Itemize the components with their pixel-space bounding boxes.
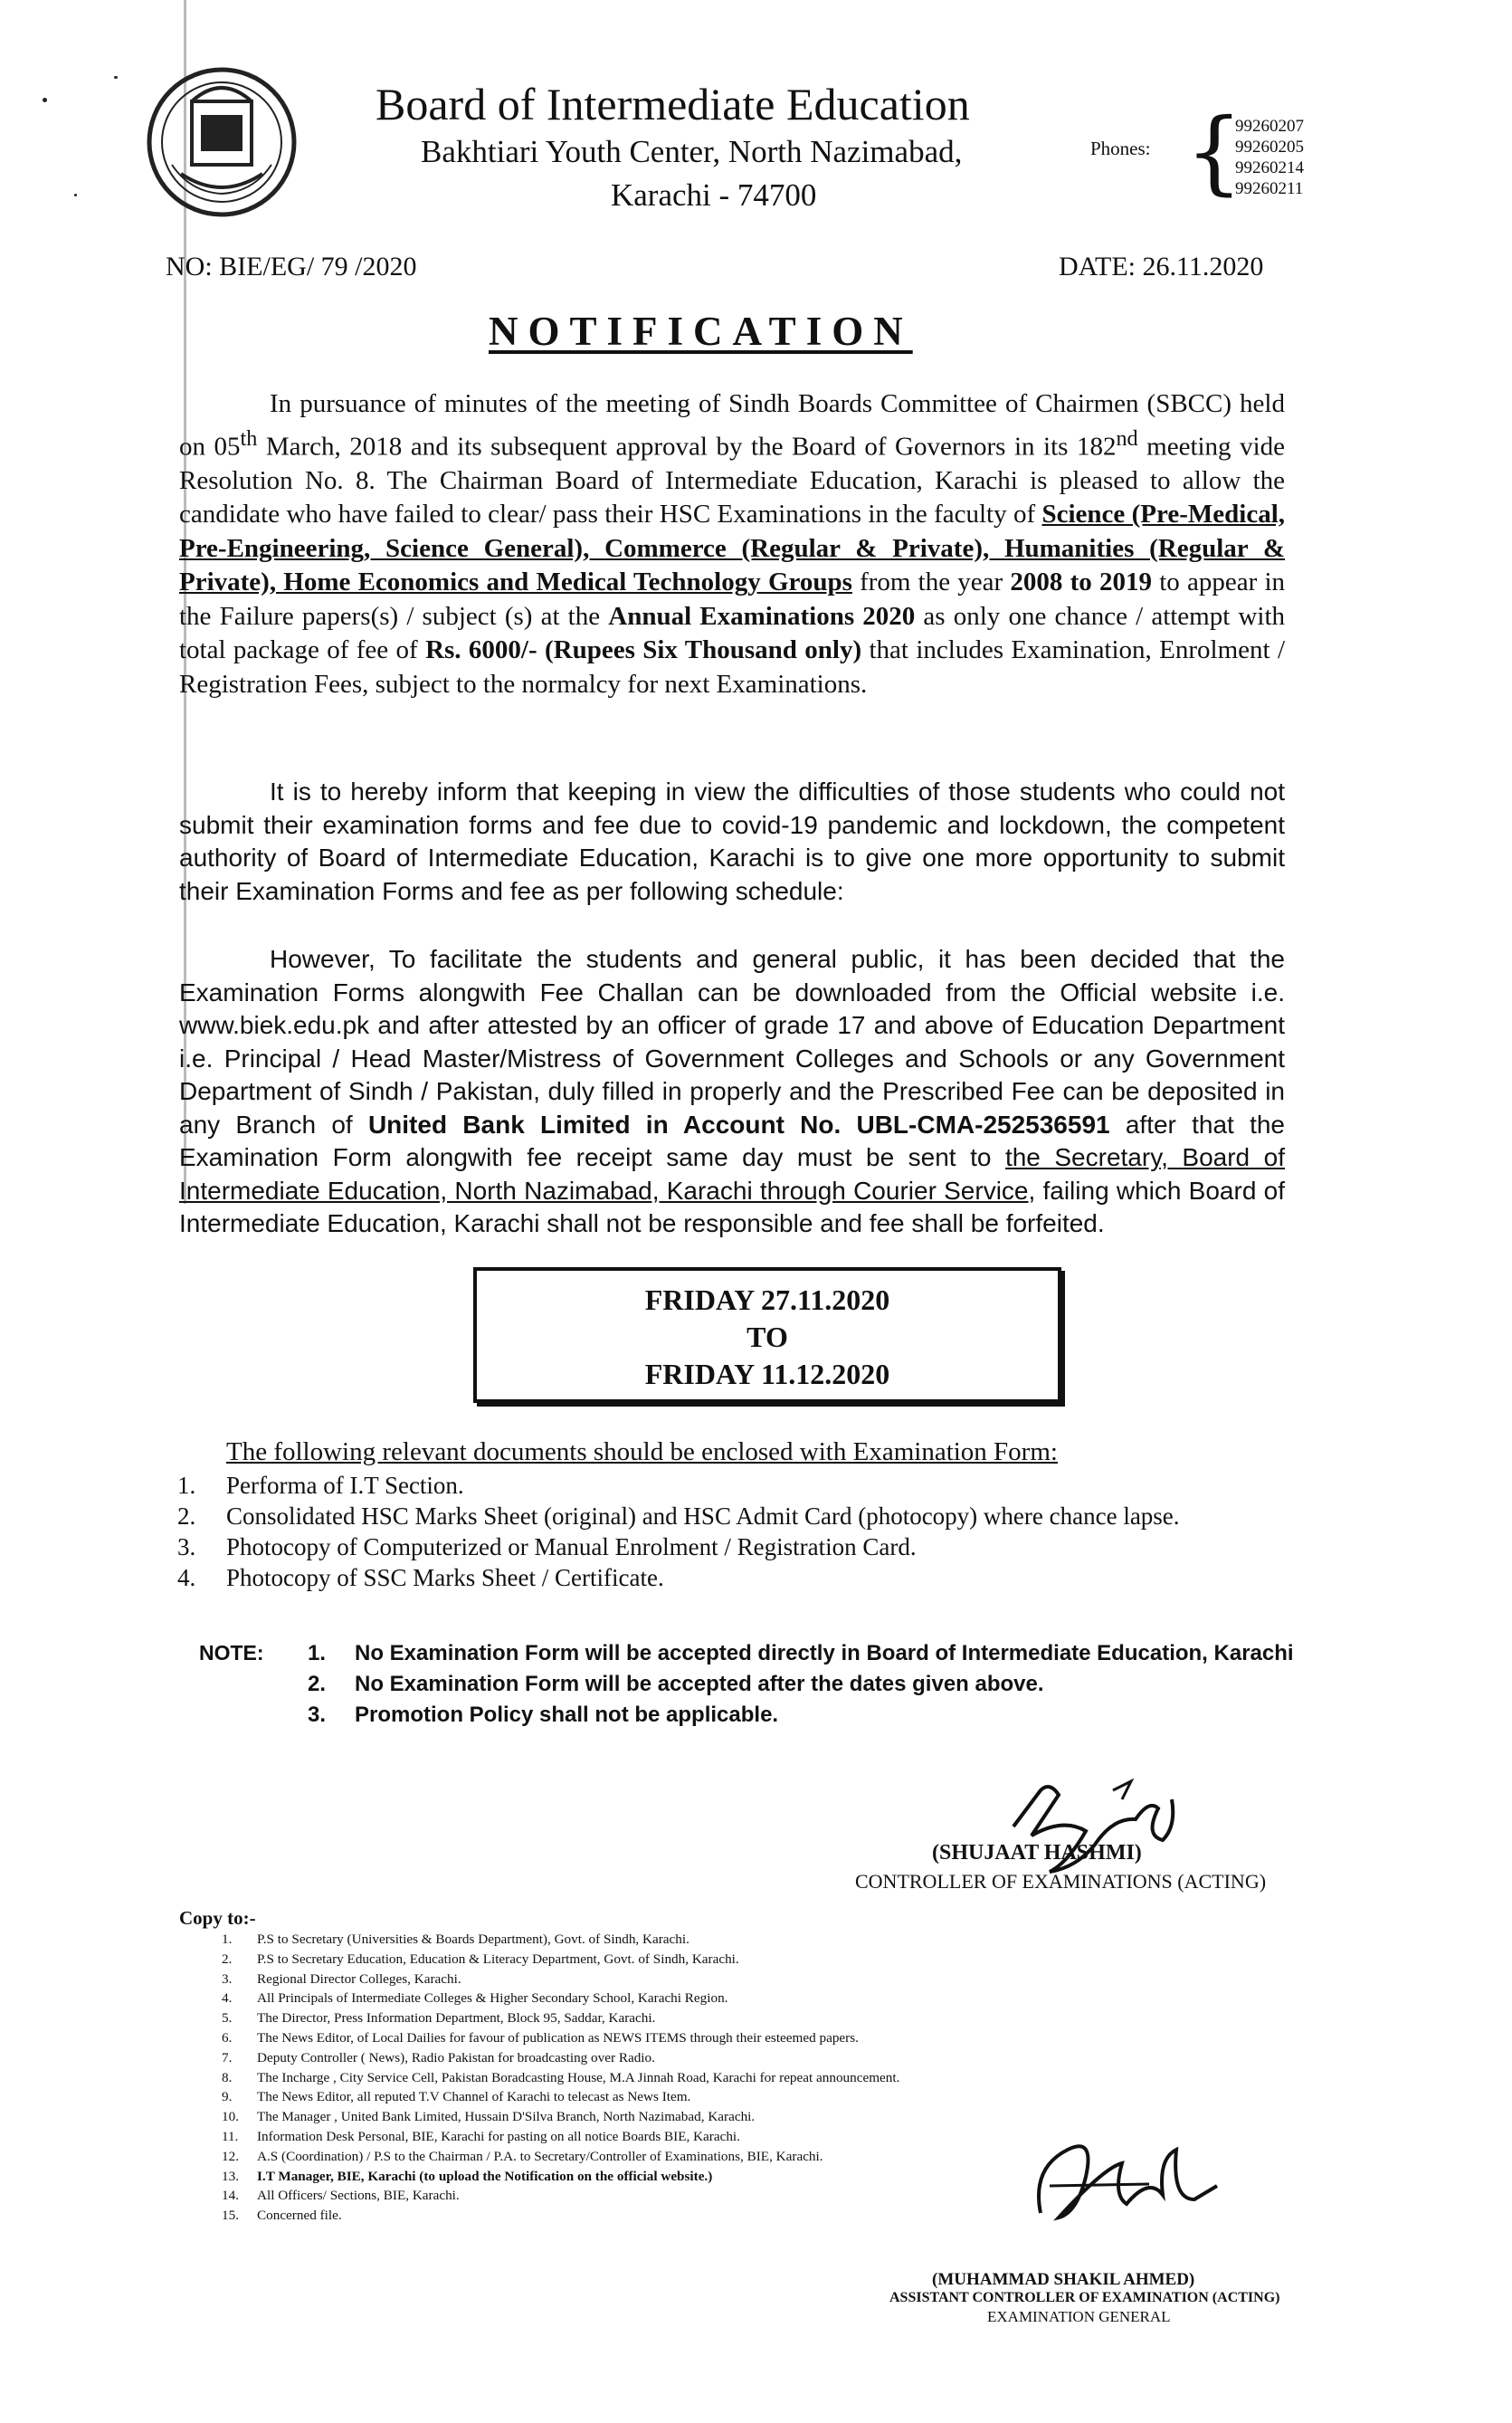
phones-label: Phones: — [1090, 138, 1151, 159]
board-seal-logo — [145, 65, 299, 219]
list-item — [177, 1562, 1299, 1593]
p2-text: It is to hereby inform that keeping in view the difficulties of those students who could not submit their examination forms and fee due to covid-19 pandemic and lockdown, the competent authority of Board of Intermediate Education, Karachi is to give one more opportunity to submit their Examination Forms and fee as per following schedule: — [179, 777, 1285, 905]
item-text: Consolidated HSC Marks Sheet (original) and HSC Admit Card (photocopy) where chance lapse. — [226, 1502, 1180, 1530]
item-text: Information Desk Personal, BIE, Karachi for pasting on all notice Boards BIE, Karachi. — [257, 2128, 740, 2144]
list-item — [222, 2008, 1163, 2028]
item-text: All Officers/ Sections, BIE, Karachi. — [257, 2188, 460, 2204]
item-text: Regional Director Colleges, Karachi. — [257, 1970, 461, 1987]
schedule-start: FRIDAY 27.11.2020 — [644, 1283, 890, 1316]
reference-number: NO: BIE/EG/ 79 /2020 — [166, 252, 417, 281]
item-number: 8. — [222, 2069, 233, 2085]
p1-fee: Rs. 6000/- (Rupees Six Thousand only) — [425, 635, 862, 665]
notes-list — [308, 1638, 1294, 1731]
item-text: The Manager , United Bank Limited, Hussain D'Silva Branch, North Nazimabad, Karachi. — [257, 2109, 756, 2125]
signatory-title: ASSISTANT CONTROLLER OF EXAMINATION (ACTING) — [889, 2290, 1280, 2305]
item-text: P.S to Secretary (Universities & Boards Department), Govt. of Sindh, Karachi. — [257, 1932, 689, 1947]
item-number: 12. — [222, 2148, 239, 2164]
item-number: 1. — [222, 1932, 233, 1947]
item-number: 10. — [222, 2109, 239, 2125]
item-number: 9. — [222, 2089, 233, 2105]
p1-text: that includes Examination, Enrolment / Registration Fees, subject to the normalcy for next Examinations. — [179, 635, 1286, 699]
p1-sup: nd — [1116, 425, 1138, 451]
address-line-2: Karachi - 74700 — [611, 177, 817, 213]
p1-years: 2008 to 2019 — [1010, 568, 1152, 597]
item-number: 1. — [177, 1472, 196, 1499]
item-number: 2. — [222, 1951, 233, 1967]
item-text: The News Editor, of Local Dailies for favour of publication as NEWS ITEMS through their esteemed papers. — [257, 2029, 859, 2046]
phone-number: 99260207 — [1235, 117, 1304, 136]
item-number: 3. — [222, 1970, 233, 1987]
item-number: 3. — [308, 1703, 327, 1727]
p1-groups: Science (Pre-Medical, Pre-Engineering, Science General), Commerce (Regular & Private), Humanities (Regular & Private), Home Economics and Medical Technology Groups — [179, 500, 1286, 597]
list-item — [308, 1638, 1294, 1669]
item-text: Concerned file. — [257, 2208, 342, 2224]
paragraph-3 — [179, 943, 1285, 1241]
item-text: The Incharge , City Service Cell, Pakistan Boradcasting House, M.A Jinnah Road, Karachi for repeat announcement. — [257, 2069, 900, 2085]
list-item — [308, 1669, 1294, 1700]
item-number: 2. — [177, 1502, 196, 1530]
p1-text: meeting vide Resolution No. 8. The Chairman Board of Intermediate Education, Karachi is pleased to allow the candidate who have failed to clear/ pass their HSC Examinations in the faculty of — [179, 432, 1286, 529]
notification-title: NOTIFICATION — [489, 309, 913, 354]
list-item — [177, 1470, 1299, 1501]
p3-text: after that the Examination Form alongwith fee receipt same day must be sent to — [179, 1110, 1285, 1171]
item-number: 5. — [222, 2010, 233, 2027]
notification-date: DATE: 26.11.2020 — [1059, 252, 1264, 281]
signatory-name: (MUHAMMAD SHAKIL AHMED) — [932, 2270, 1195, 2289]
p3-text: However, To facilitate the students and general public, it has been decided that the Examination Forms alongwith Fee Challan can be downloaded from the Official website i.e. www.biek.edu.pk and after attested by an officer of grade 17 and above of Education Department i.e. Principal / Head Master/Mistress of Government Colleges and Schools or any Government Department of Sindh / Pakistan, duly filled in properly and the Prescribed Fee can be deposited in any Branch of — [179, 945, 1285, 1139]
list-item — [222, 1970, 1163, 1989]
p1-text: from the year — [851, 568, 1011, 597]
item-text: All Principals of Intermediate Colleges & Higher Secondary School, Karachi Region. — [257, 1990, 728, 2007]
p3-address: the Secretary, Board of Intermediate Education, North Nazimabad, Karachi through Courier Service — [179, 1143, 1285, 1205]
schedule-box — [473, 1267, 1061, 1403]
documents-list — [177, 1470, 1299, 1593]
p1-text: In pursuance of minutes of the meeting of Sindh Boards Committee of Chairmen (SBCC) held on 05 — [179, 389, 1285, 462]
list-item — [177, 1501, 1299, 1531]
list-item — [222, 1950, 1163, 1970]
item-text: Performa of I.T Section. — [226, 1472, 464, 1499]
p1-text: as only one chance / attempt with total package of fee of — [179, 601, 1285, 665]
phone-numbers — [1235, 116, 1304, 199]
p3-bank-account: United Bank Limited in Account No. UBL-CMA-252536591 — [367, 1110, 1110, 1139]
signatory-title: CONTROLLER OF EXAMINATIONS (ACTING) — [855, 1870, 1267, 1893]
signatory-name: (SHUJAAT HASHMI) — [932, 1841, 1142, 1865]
item-text: I.T Manager, BIE, Karachi (to upload the Notification on the official website.) — [257, 2168, 713, 2184]
item-text: Photocopy of SSC Marks Sheet / Certificate. — [226, 1564, 664, 1591]
item-text: The News Editor, all reputed T.V Channel of Karachi to telecast as News Item. — [257, 2089, 691, 2105]
signatory-department: EXAMINATION GENERAL — [987, 2308, 1171, 2325]
schedule-to: TO — [746, 1321, 788, 1353]
item-number: 6. — [222, 2029, 233, 2046]
item-text: Deputy Controller ( News), Radio Pakistan for broadcasting over Radio. — [257, 2049, 655, 2065]
list-item — [222, 2028, 1163, 2048]
item-text: The Director, Press Information Department, Block 95, Saddar, Karachi. — [257, 2010, 656, 2027]
copy-to-label: Copy to:- — [179, 1907, 256, 1929]
item-text: P.S to Secretary Education, Education & Literacy Department, Govt. of Sindh, Karachi. — [257, 1951, 739, 1967]
schedule-end: FRIDAY 11.12.2020 — [644, 1358, 890, 1390]
list-item — [222, 2068, 1163, 2088]
item-number: 7. — [222, 2049, 233, 2065]
p1-sup: th — [240, 425, 258, 451]
item-number: 13. — [222, 2168, 239, 2184]
item-number: 4. — [177, 1564, 196, 1591]
item-number: 11. — [222, 2128, 239, 2144]
item-text: No Examination Form will be accepted directly in Board of Intermediate Education, Karachi — [355, 1641, 1294, 1665]
item-text: Promotion Policy shall not be applicable. — [355, 1703, 779, 1727]
list-item — [222, 1989, 1163, 2008]
list-item — [222, 1930, 1163, 1950]
list-item — [177, 1531, 1299, 1562]
phone-number: 99260211 — [1235, 179, 1304, 198]
list-item — [222, 2048, 1163, 2068]
note-label: NOTE: — [199, 1641, 264, 1665]
item-number: 15. — [222, 2208, 239, 2224]
list-item — [308, 1700, 1294, 1731]
p1-text: March, 2018 and its subsequent approval by the Board of Governors in its 182 — [257, 432, 1117, 462]
item-text: No Examination Form will be accepted after the dates given above. — [355, 1672, 1044, 1696]
item-number: 3. — [177, 1533, 196, 1560]
p1-text: to appear in the Failure papers(s) / subject (s) at the — [179, 568, 1286, 631]
address-line-1: Bakhtiari Youth Center, North Nazimabad, — [421, 134, 963, 169]
documents-heading: The following relevant documents should be enclosed with Examination Form: — [226, 1437, 1058, 1466]
brace-glyph: { — [1185, 99, 1243, 205]
signature-assistant-controller — [1013, 2113, 1222, 2240]
paragraph-1 — [179, 387, 1285, 701]
phone-number: 99260205 — [1235, 138, 1304, 157]
item-text: Photocopy of Computerized or Manual Enrolment / Registration Card. — [226, 1533, 917, 1560]
p3-text: , failing which Board of Intermediate Education, Karachi shall not be responsible and fee shall be forfeited. — [179, 1176, 1285, 1237]
item-number: 2. — [308, 1672, 327, 1696]
phone-number: 99260214 — [1235, 158, 1304, 177]
item-text: A.S (Coordination) / P.S to the Chairman / P.A. to Secretary/Controller of Examinations, BIE, Karachi. — [257, 2148, 823, 2164]
scan-speck — [74, 194, 77, 196]
item-number: 4. — [222, 1990, 233, 2007]
org-name: Board of Intermediate Education — [376, 79, 970, 129]
item-number: 1. — [308, 1641, 327, 1665]
p1-exam: Annual Examinations 2020 — [608, 601, 916, 631]
scan-speck — [43, 98, 47, 102]
paragraph-2 — [179, 776, 1285, 908]
list-item — [222, 2087, 1163, 2107]
scan-speck — [114, 76, 118, 79]
item-number: 14. — [222, 2188, 239, 2204]
